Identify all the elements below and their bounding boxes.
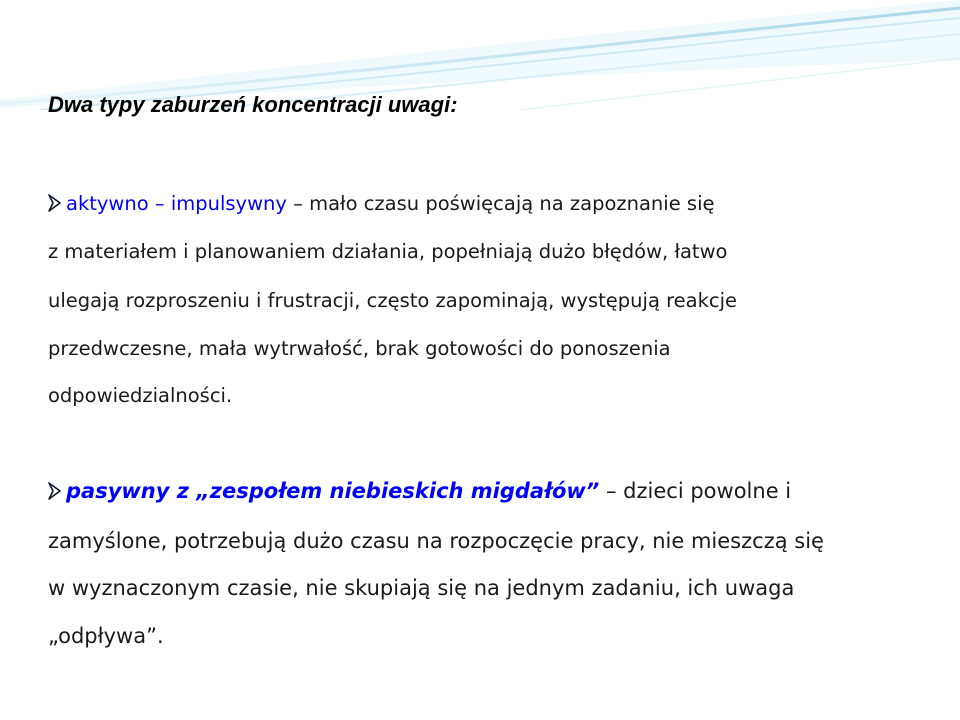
- bullet-1-line-2: z materiałem i planowaniem działania, popełniają dużo błędów, łatwo: [48, 240, 728, 263]
- bullet-1-line-3: ulegają rozproszeniu i frustracji, często zapominają, występują reakcje: [48, 289, 738, 312]
- bullet-2-line-4: „odpływa”.: [48, 624, 164, 648]
- bullet-2-line-3: w wyznaczonym czasie, nie skupiają się na jednym zadaniu, ich uwaga: [48, 576, 795, 600]
- bullet-2-text-start: – dzieci powolne i: [599, 479, 792, 503]
- bullet-2-line-2: zamyślone, potrzebują dużo czasu na rozpoczęcie pracy, nie mieszczą się: [48, 529, 824, 553]
- bullet-2-line-1: [48, 481, 791, 502]
- arrow-bullet-icon: [48, 194, 62, 212]
- bullet-1-line-4: przedwczesne, mała wytrwałość, brak gotowości do ponoszenia: [48, 337, 671, 360]
- arrow-bullet-icon: [48, 482, 62, 500]
- bullet-2-term: pasywny z „zespołem niebieskich migdałów”: [66, 479, 600, 503]
- bullet-1-line-5: odpowiedzialności.: [48, 384, 233, 407]
- bullet-1-line-1: [48, 194, 714, 214]
- slide-title: Dwa typy zaburzeń koncentracji uwagi:: [48, 92, 458, 117]
- bullet-1-text-start: – mało czasu poświęcają na zapoznanie się: [286, 192, 715, 215]
- bullet-1-term: aktywno – impulsywny: [66, 192, 287, 215]
